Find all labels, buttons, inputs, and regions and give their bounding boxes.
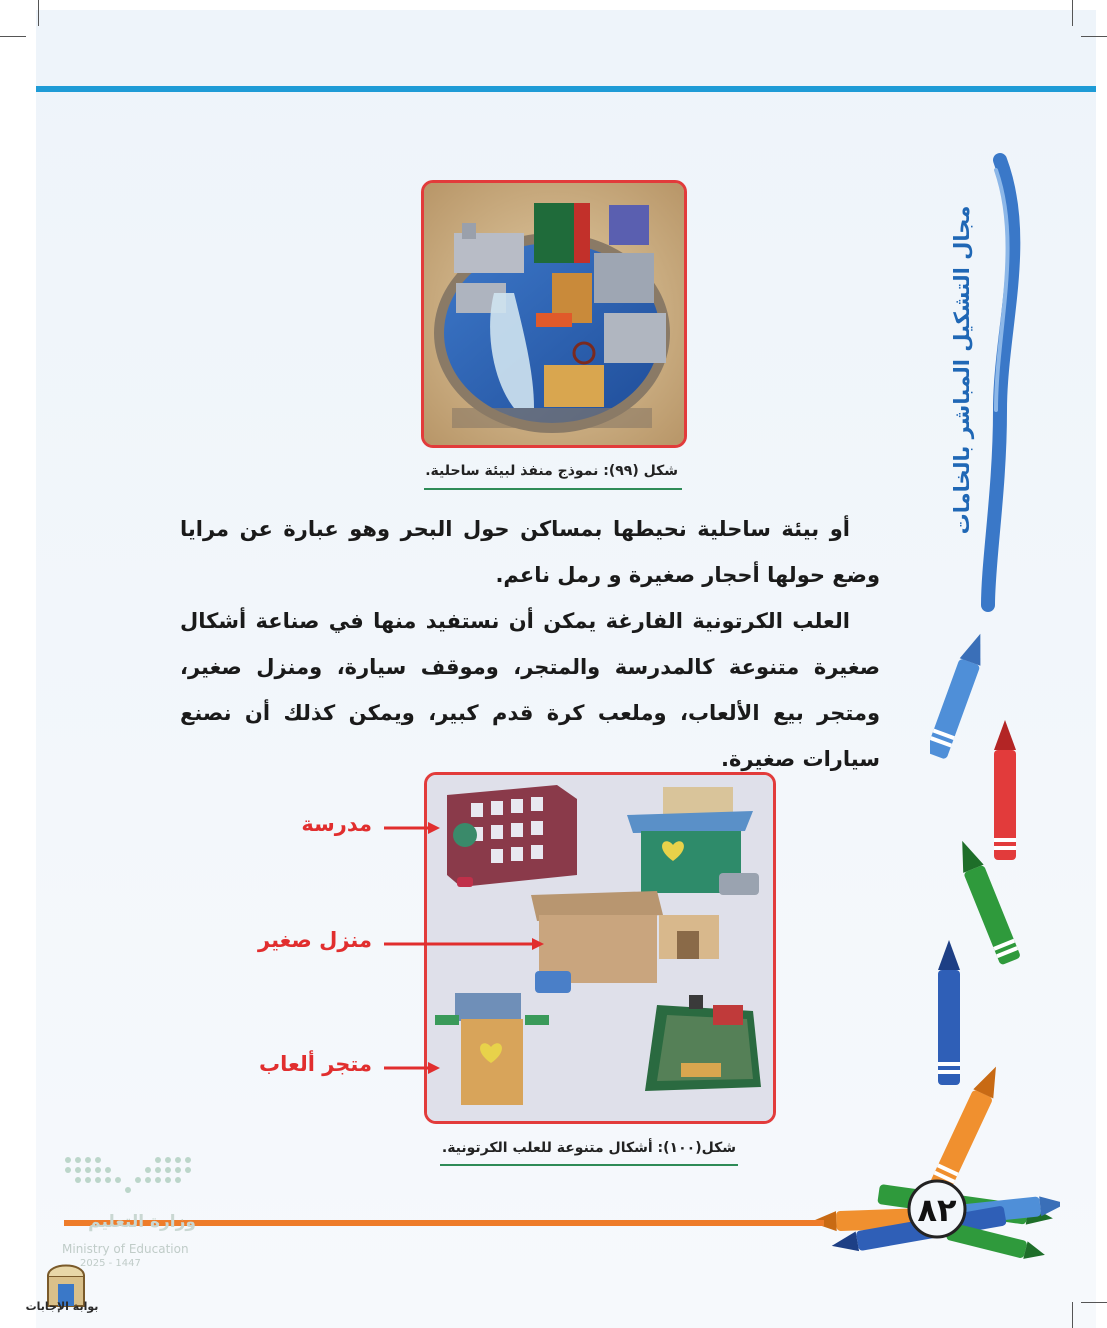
top-rule (36, 86, 1096, 92)
crop-mark (1072, 1302, 1073, 1328)
figure-coastal-model (421, 180, 687, 448)
portal-name: بوابة الإجابات (25, 1300, 99, 1313)
figure1-caption-rule (424, 488, 682, 490)
paragraph-1: أو بيئة ساحلية نحيطها بمساكن حول البحر وهو عبارة عن مرايا وضع حولها أحجار صغيرة و رمل ناعم. (180, 517, 880, 587)
crop-mark (1081, 36, 1107, 37)
crop-mark (1072, 0, 1073, 26)
paragraph-2: العلب الكرتونية الفارغة يمكن أن نستفيد منها في صناعة أشكال صغيرة متنوعة كالمدرسة والمتجر، وموقف سيارة، ومنزل صغير، ومتجر بيع الألعاب، وملعب كرة قدم كبير، ويمكن كذلك أن نصنع سيارات صغيرة. (180, 609, 880, 771)
ministry-name-ar: وزارة التعليم (88, 1212, 196, 1232)
crop-mark (38, 0, 39, 26)
ministry-year: 2025 - 1447 (80, 1258, 141, 1269)
ministry-name-en: Ministry of Education (62, 1242, 189, 1256)
arrow-icon (384, 936, 544, 952)
crop-mark (0, 36, 26, 37)
arrow-icon (384, 820, 440, 836)
figure2-caption: شكل(١٠٠): أشكال متنوعة للعلب الكرتونية. (441, 1140, 736, 1156)
label-school: مدرسة (301, 812, 372, 836)
side-title (942, 205, 996, 535)
page-number-badge (906, 1178, 968, 1240)
body-text (180, 506, 880, 782)
label-toy-store: متجر ألعاب (258, 1052, 372, 1076)
arrow-icon (384, 1060, 440, 1076)
crayons-decoration (930, 610, 1040, 1210)
figure2-caption-rule (440, 1164, 738, 1166)
figure1-caption: شكل (٩٩): نموذج منفذ لبيئة ساحلية. (425, 463, 678, 479)
side-title-text: مجال التشكيل المباشر بالخامات (950, 205, 974, 535)
crop-mark (1081, 1302, 1107, 1303)
page-number: ٨٢ (917, 1191, 957, 1229)
label-small-house: منزل صغير (258, 928, 372, 952)
